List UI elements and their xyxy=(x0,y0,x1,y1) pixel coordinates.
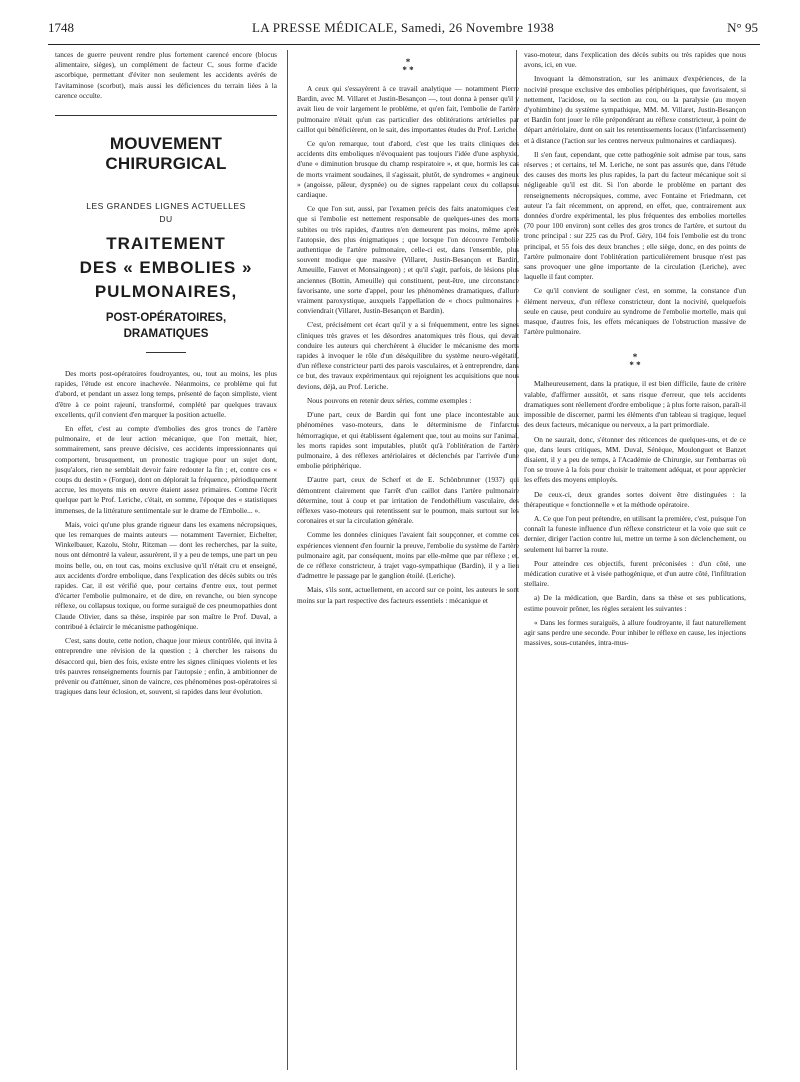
kicker-line: LES GRANDES LIGNES ACTUELLES xyxy=(86,201,246,212)
article-title xyxy=(55,232,277,304)
section-stars xyxy=(297,58,519,74)
paragraph: vaso-moteur, dans l'explication des décès subits ou très rapides que nous avons, ici, en vue. xyxy=(524,50,746,70)
paragraph: On ne saurait, donc, s'étonner des réticences de quelques-uns, et de ce que, dans leurs critiques, MM. Duval, Sénèque, Moulonguet et Banzet disaient, il y a peu de temps, à l'Académie de Chirurgie, sur l'embarras où l'on se trouve à la fois pour choisir le traitement adéquat, et pour apprécier les effets des moyens employés. xyxy=(524,434,746,485)
stars-line: * xyxy=(632,352,638,363)
paragraph: Des morts post-opératoires foudroyantes, ou, tout au moins, les plus rapides, l'étude est encore inachevée. Néanmoins, ce problème qui fut d'abord, et pendant un assez long temps, présenté de façon simpliste, vient d'être à ce point rajeuni, transformé, complété par quelques travaux excellents, qu'il convient d'en marquer la position actuelle. xyxy=(55,369,277,419)
paragraph: C'est, sans doute, cette notion, chaque jour mieux contrôlée, qui invita à entreprendre une révision de la question ; à chercher les raisons du désaccord qui, bien des fois, existe entre les signes cliniques violents et les très pauvres renseignements fournis par l'autopsie ; enfin, à ambitionner de prévenir ou d'atténuer, sinon de vaincre, ces phénomènes post-opératoires si tragiques dans leur éclosion, et, souvent, si rapides dans leur évolution. xyxy=(55,636,277,697)
column-middle xyxy=(297,50,519,1070)
paragraph: Malheureusement, dans la pratique, il est bien difficile, faute de critère valable, d'affirmer aussitôt, et sans risque d'erreur, que tels accidents dramatiques sont réellement d'ordre embolique ; à plus forte raison, paraît-il impossible de discerner, parmi les éléments d'un tableau si tragique, lequel des deux facteurs, mécanique ou nerveux, a la part primordiale. xyxy=(524,379,746,430)
issue-number: N° 95 xyxy=(727,20,758,35)
paragraph: A ceux qui s'essayèrent à ce travail analytique — notamment Pierre Bardin, avec M. Villaret et Justin-Besançon —, tout donna à penser qu'il y avait lieu de voir largement le problème, et qu'en fait, l'embolie de l'artère pulmonaire n'était qu'un cas particulier des oblitérations artérielles par caillot qui bénéficièrent, on le sait, des importantes études du Prof. Leriche. xyxy=(297,84,519,134)
kicker-line: DU xyxy=(159,214,173,225)
column-divider xyxy=(287,50,288,1070)
column-right xyxy=(524,50,746,1070)
section-title: MOUVEMENT CHIRURGICAL xyxy=(105,134,227,174)
journal-title: LA PRESSE MÉDICALE, Samedi, 26 Novembre 1938 xyxy=(251,20,555,35)
paragraph: Ce qu'il convient de souligner c'est, en somme, la constance d'un élément nerveux, d'un réflexe constricteur, dont la nocivité, quelquefois seule en cause, peut conduire au syndrome de l'embolie mortelle, mais qui masque, d'autres fois, les effets mécaniques de l'obstruction massive de l'artère pulmonaire. xyxy=(524,286,746,337)
article-kicker xyxy=(55,200,277,226)
paragraph: De ceux-ci, deux grandes sortes doivent être distinguées : la thérapeutique « fonctionnelle » et la méthode opératoire. xyxy=(524,489,746,509)
column-left xyxy=(55,50,277,1070)
title-line: TRAITEMENT xyxy=(106,234,226,254)
paragraph: Ce que l'on sut, aussi, par l'examen précis des faits anatomiques c'est que si l'embolie est nettement responsable de quelques-unes des morts subites ou très rapides, d'autres n'en demeurent pas moins, même après l'autopsie, des plus énigmatiques ; que lorsque l'on découvre l'embolie authentique de l'artère pulmonaire, celle-ci est, dans l'ensemble, plus souvent modique que massive (Villaret, Justin-Besançon et Bardin, Ameuille, Fauvet et Monsaingeon) ; et qu'il s'agit, parfois, de lésions plus anciennes (Bottin, Ameuille) qui constituent, peut-être, une circonstance favorisante, une sorte d'appel, pour les phénomènes dramatiques, d'allure vraiment paroxystique, auxquels l'appellation de « chocs pulmonaires » conviendrait (Villaret, Justin-Besançon et Bardin). xyxy=(297,204,519,316)
page-number: 1748 xyxy=(48,20,74,35)
page-header xyxy=(48,20,758,42)
paragraph: Comme les données cliniques l'avaient fait soupçonner, et comme ces expériences viennent d'en fournir la preuve, l'embolie du système de l'artère pulmonaire agit, par conséquent, moins par elle-même que par réflexe ; et, de ce réflexe constricteur, à trajet vago-sympathique (Bardin), il y a lieu d'admettre le passage par le ganglion étoilé. (Leriche). xyxy=(297,530,519,581)
article-subtitle xyxy=(55,310,277,342)
paragraph: Mais, s'ils sont, actuellement, en accord sur ce point, les auteurs le sont moins sur la part respective des facteurs essentiels : mécanique et xyxy=(297,585,519,605)
section-stars xyxy=(524,353,746,369)
paragraph: Il s'en faut, cependant, que cette pathogénie soit admise par tous, sans réserves ; et certains, tel M. Leriche, ne sont pas assurés que, dans l'étude des causes des morts les plus rapides, la part du facteur mécanique soit si négligeable qu'il est dit. Si l'on aborde le problème en partant des renseignements nécropsiques, comme, avec Fontaine et Friedmann, cet auteur l'a fait récemment, on apprend, en effet, que, contrairement aux données d'ordre expérimental, les plus fréquentes des embolies mortelles (70 pour 100 environ) sont celles des gros troncs de l'artère, et surtout du tronc principal : sur 225 cas du Prof. Géry, 104 fois l'embolie est du tronc principal, et 55 fois des deux branches ; elle siège, donc, en des points de l'artère pulmonaire dont l'oblitération particulièrement brusque n'est pas sans provoquer une gêne importante de la circulation (Leriche), avec laquelle il faut compter. xyxy=(524,149,746,282)
paragraph: C'est, précisément cet écart qu'il y a si fréquemment, entre les signes cliniques très graves et les désordres anatomiques très flous, qui devait conduire les auteurs qui cherchèrent à élucider le mécanisme des morts rapides à invoquer le rôle d'un déséquilibre du système neuro-végétatif, d'un réflexe constricteur parti des parois vasculaires, et à entreprendre, dans ce but, des travaux expérimentaux qui rejoignent les acquisitions que nous devions, déjà, au Prof. Leriche. xyxy=(297,320,519,391)
subtitle-line: DRAMATIQUES xyxy=(123,328,209,341)
paragraph: Ce qu'on remarque, tout d'abord, c'est que les traits cliniques des accidents dits emboliques n'évoquaient pas toujours l'idée d'une asphyxie, d'une « diminution brusque du champ respiratoire », et que, hormis les cas de morts vraiment soudaines, il s'agissait, plutôt, de syndromes « angineux » (angoisse, pâleur, dyspnée) ou de signes rappelant ceux du collapsus cardiaque. xyxy=(297,139,519,200)
title-line: DES « EMBOLIES » xyxy=(79,258,253,278)
stars-line: * * xyxy=(629,360,641,371)
section-rule xyxy=(55,115,277,116)
title-rule xyxy=(146,352,186,353)
stars-line: * xyxy=(405,57,411,67)
paragraph: Invoquant la démonstration, sur les animaux d'expériences, de la nocivité presque exclusive des embolies périphériques, que favorisaient, si nettement, l'acidose, ou la section au cou, ou la paralysie (au moyen d'yohimbine) du système sympathique, MM. M. Villaret, Justin-Besançon et Bardin font jouer le rôle prépondérant au réflexe constricteur, à point de départ artériolaire, dont on sait les retentissements locaux (l'infarcissement) et à distance (l'action sur les centres nerveux pulmonaires et cardiaques). xyxy=(524,74,746,145)
paragraph: « Dans les formes suraiguës, à allure foudroyante, il faut naturellement agir sans perdre une seconde. Pour inhiber le réflexe en cause, les injections massives, sous-cutanées, intra-mus- xyxy=(524,617,746,648)
paragraph: A. Ce que l'on peut prétendre, en utilisant la première, c'est, puisque l'on connaît la funeste influence d'un réflexe constricteur et la voie que suit ce dernier, diriger l'action contre lui, mettre un terme à son déclenchement, ou seulement lui barrer la route. xyxy=(524,513,746,554)
paragraph: a) De la médication, que Bardin, dans sa thèse et ses publications, estime pouvoir prôner, les règles seraient les suivantes : xyxy=(524,593,746,613)
header-rule xyxy=(48,44,760,45)
subtitle-line: POST-OPÉRATOIRES, xyxy=(105,312,227,325)
stars-line: * * xyxy=(402,65,414,75)
paragraph: tances de guerre peuvent rendre plus fortement carencé encore (blocus alimentaire, sièges), un complément de facteur C, sous forme d'acide ascorbique, permettant d'éviter non seulement les accidents avérés de l'avitaminose (scorbut), mais aussi les déficiences du terrain liées à la carence occulte. xyxy=(55,50,277,100)
paragraph: Nous pouvons en retenir deux séries, comme exemples : xyxy=(307,395,472,405)
paragraph: Pour atteindre ces objectifs, furent préconisées : d'un côté, une médication curative et à visée pathogénique, et d'un autre côté, l'infiltration stellaire. xyxy=(524,558,746,589)
paragraph: D'autre part, ceux de Scherf et de E. Schönbrunner (1937) qui démontrent clairement que l'arrêt d'un caillot dans l'artère pulmonaire détermine, tout à coup et par irritation de l'endothélium vasculaire, des réflexes vaso-moteurs qui retentissent sur le poumon, mais surtout sur les coronaires et sur la circulation générale. xyxy=(297,475,519,526)
paragraph: D'une part, ceux de Bardin qui font une place incontestable aux phénomènes vaso-moteurs, dans le déterminisme de l'infarctus hémorragique, et qui établissent également que, tout au moins sur l'animal, les morts rapides sont imputables, plutôt qu'à l'oblitération de l'artère pulmonaire, à des réflexes artériolaires et déclenchés par l'arrivée d'une embolie périphérique. xyxy=(297,410,519,471)
paragraph: En effet, c'est au compte d'embolies des gros troncs de l'artère pulmonaire, et de leur action mécanique, que l'on mettait, hier, sommairement, sans preuve décisive, ces accidents impressionnants qui comportent, brusquement, un pronostic tragique pour un sujet dont, jusqu'alors, rien ne semblait devoir faire redouter la fin ; et, contre ces « coups du destin » (Forgue), dont on déplorait la fréquence, périodiquement accrue, les moyens mis en œuvre étaient assez primaires. Comme l'écrit quelque part le Prof. Leriche, c'était, en somme, l'époque des « statistiques immenses, de la littérature sentimentale sur le drame de l'Embolie... ». xyxy=(55,424,277,515)
title-line: PULMONAIRES, xyxy=(94,282,238,302)
paragraph: Mais, voici qu'une plus grande rigueur dans les examens nécropsiques, que les remarques de maints auteurs — notamment Tavernier, Eichelter, Winkelbauer, Kazolu, Stohr, Ritzman — dont les recherches, par la suite, nous ont démontré la valeur, assurèrent, il y a peu de temps, une part un peu moins belle, ou, en tout cas, moins exclusive qu'il n'était cru et enseigné, aux accidents d'ordre embolique, dans l'explication des décès subits ou très rapides. Car, il est vérifié que, pour certains d'entre eux, tout permet d'écarter l'embolie pulmonaire, et de dire, en revanche, ou bien syncope réflexe, ou collapsus toxique, ou forme suraiguë de ces pneumopathies dont Claude Olivier, dans sa thèse, inspirée par son maître le Prof. Duval, a contribué à éclaircir le mécanisme pathogénique. xyxy=(55,519,277,631)
